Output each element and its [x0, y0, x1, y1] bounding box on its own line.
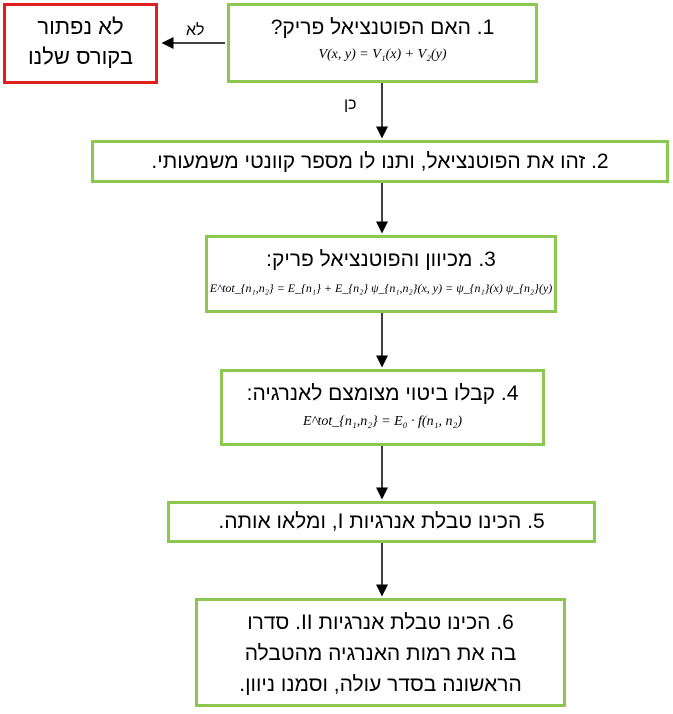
step-1-formula: V(x, y) = V₁(x) + V₂(y)	[318, 47, 447, 62]
step-2-box	[91, 140, 669, 183]
step-3-formula: E^tot_{n₁,n₂} = E_{n₁} + E_{n₂} ψ_{n₁,n₂}(x, y) = ψ_{n₁}(x) ψ_{n₂}(y)	[209, 281, 553, 295]
step-3-box	[205, 235, 557, 313]
step-4-box	[220, 369, 545, 446]
not-solved-box	[3, 3, 158, 84]
edge-label-yes: כן	[344, 96, 357, 113]
step-5-text: 5. הכינו טבלת אנרגיות I, ומלאו אותה.	[218, 510, 545, 533]
step-1-box	[227, 3, 538, 83]
step-4-text: 4. קבלו ביטוי מצומצם לאנרגיה:	[246, 382, 519, 405]
step-6-line2: בה את רמות האנרגיה מהטבלה	[244, 642, 517, 665]
step-6-line1: 6. הכינו טבלת אנרגיות II. סדרו	[247, 611, 514, 634]
not-solved-line2: בקורס שלנו	[27, 44, 134, 69]
step-5-box	[167, 501, 596, 543]
edge-label-no: לא	[186, 22, 205, 39]
step-6-line3: הראשונה בסדר עולה, וסמנו ניוון.	[239, 673, 522, 696]
step-6-box	[195, 598, 566, 707]
step-1-text: 1. האם הפוטנציאל פריק?	[270, 16, 495, 39]
step-4-formula: E^tot_{n₁,n₂} = E₀ · f(n₁, n₂)	[303, 414, 462, 429]
step-3-text: 3. מכיוון והפוטנציאל פריק:	[266, 248, 496, 271]
step-2-text: 2. זהו את הפוטנציאל, ותנו לו מספר קוונטי משמעותי.	[151, 150, 609, 173]
not-solved-line1: לא נפתור	[37, 14, 124, 39]
